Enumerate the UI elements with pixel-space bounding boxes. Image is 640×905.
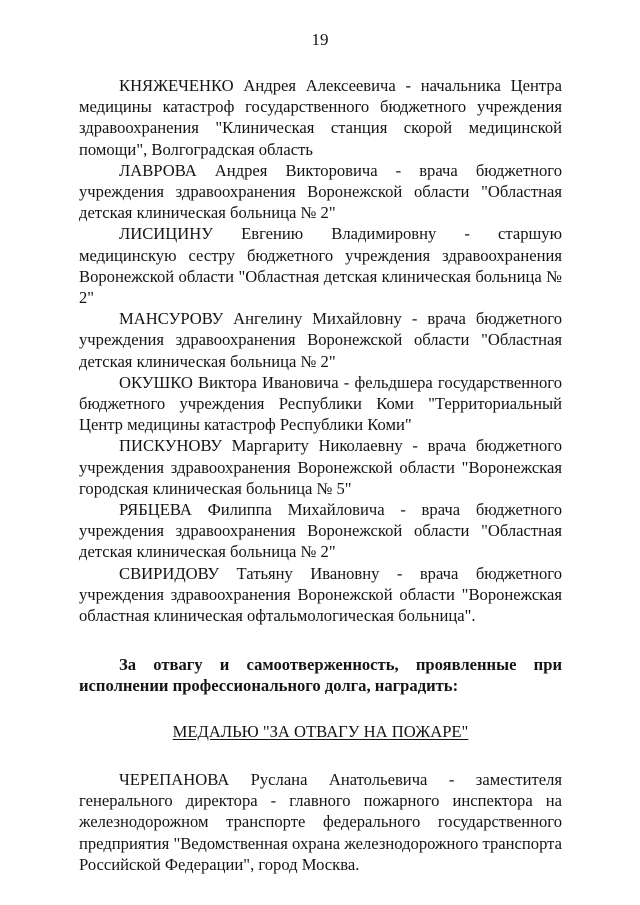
page-number: 19 [311, 30, 329, 49]
document-body [79, 75, 562, 875]
medal-awardee-paragraph: ЧЕРЕПАНОВА Руслана Анатольевича - заместителя генерального директора - главного пожарного инспектора на железнодорожном транспорте федерального государственного предприятия "Ведомственная охрана железнодорожного транспорта Российской Федерации", город Москва. [79, 769, 562, 874]
awardee-paragraph: КНЯЖЕЧЕНКО Андрея Алексеевича - начальника Центра медицины катастроф государственного бюджетного учреждения здравоохранения "Клиническая станция скорой медицинской помощи", Волгоградская область [79, 76, 562, 159]
medal-title: МЕДАЛЬЮ "ЗА ОТВАГУ НА ПОЖАРЕ" [172, 721, 469, 741]
awardee-paragraph: МАНСУРОВУ Ангелину Михайловну - врача бюджетного учреждения здравоохранения Воронежской области "Областная детская клиническая больница № 2" [79, 309, 562, 371]
awardee-paragraph: РЯБЦЕВА Филиппа Михайловича - врача бюджетного учреждения здравоохранения Воронежской области "Областная детская клиническая больница № 2" [79, 500, 562, 562]
awardee-paragraph: ЛАВРОВА Андрея Викторовича - врача бюджетного учреждения здравоохранения Воронежской области "Областная детская клиническая больница № 2" [79, 160, 562, 223]
section-heading: За отвагу и самоотверженность, проявленные при исполнении профессионального долга, наградить: [79, 655, 562, 696]
awardee-list [79, 75, 562, 626]
awardee-paragraph: СВИРИДОВУ Татьяну Ивановну - врача бюджетного учреждения здравоохранения Воронежской области "Воронежская областная клиническая офтальмологическая больница". [79, 563, 562, 626]
awardee-paragraph: ПИСКУНОВУ Маргариту Николаевну - врача бюджетного учреждения здравоохранения Воронежской области "Воронежская городская клиническая больница № 5" [79, 436, 562, 498]
awardee-paragraph: ОКУШКО Виктора Ивановича - фельдшера государственного бюджетного учреждения Республики Коми "Территориальный Центр медицины катастроф Республики Коми" [79, 372, 562, 435]
awardee-paragraph: ЛИСИЦИНУ Евгению Владимировну - старшую медицинскую сестру бюджетного учреждения здравоохранения Воронежской области "Областная детская клиническая больница № 2" [79, 224, 562, 308]
